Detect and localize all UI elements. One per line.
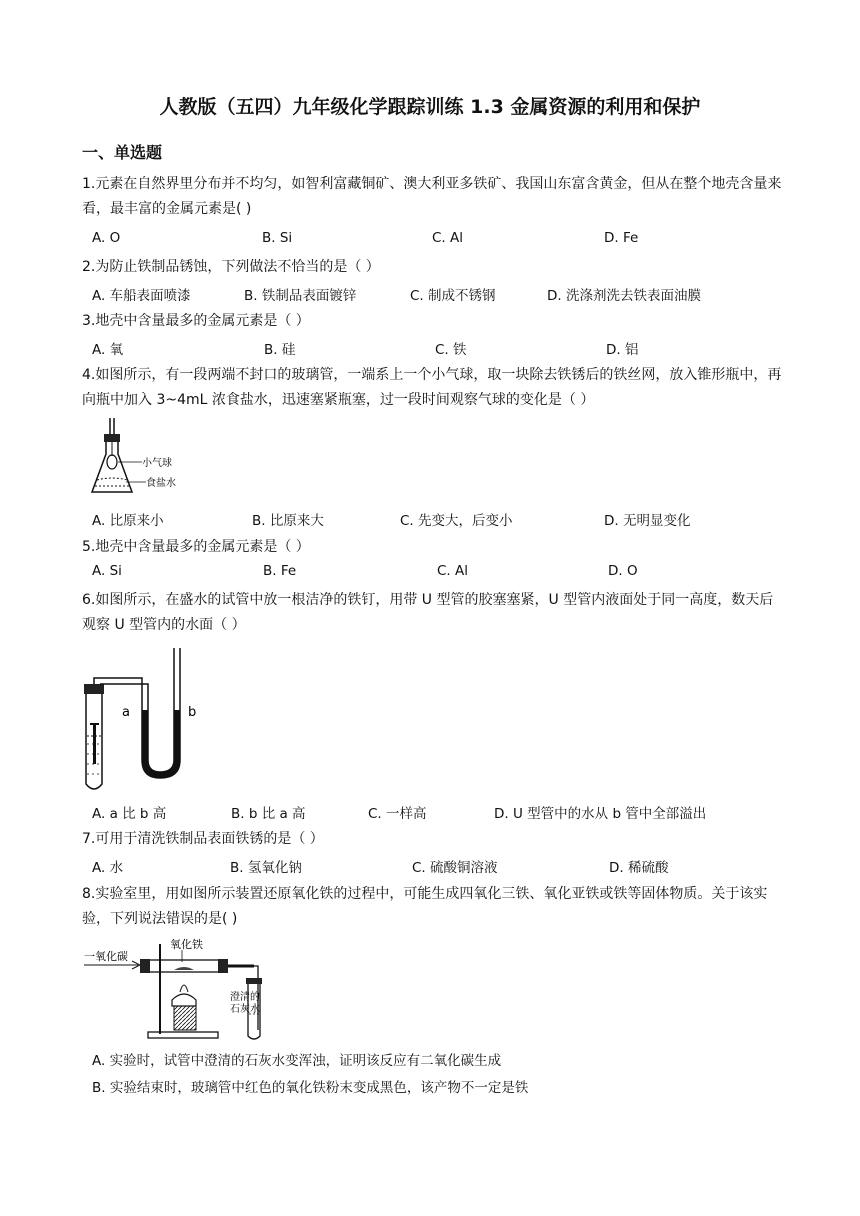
question-4: 4.如图所示，有一段两端不封口的玻璃管，一端系上一个小气球，取一块除去铁锈后的铁丝网，放入锥形瓶中，再向瓶中加入 3~4mL 浓食盐水，迅速塞紧瓶塞，过一段时间观察气球的变化是（ ）	[82, 367, 782, 408]
option-d[interactable]: D. 无明显变化	[604, 513, 691, 529]
question-4-options	[82, 509, 782, 531]
question-8: 8.实验室里，用如图所示装置还原氧化铁的过程中，可能生成四氧化三铁、氧化亚铁或铁等固体物质。关于该实验，下列说法错误的是( )	[82, 886, 768, 927]
option-b[interactable]: B. 硅	[264, 342, 296, 358]
option-a[interactable]: A. 车船表面喷漆	[92, 288, 191, 304]
option-d[interactable]: D. U 型管中的水从 b 管中全部溢出	[494, 806, 707, 822]
label-co: 一氧化碳	[84, 950, 128, 963]
question-1: 1.元素在自然界里分布并不均匀，如智利富藏铜矿、澳大利亚多铁矿、我国山东富含黄金，但从在整个地壳含量来看，最丰富的金属元素是( )	[82, 176, 782, 217]
label-a: a	[122, 705, 130, 720]
option-b[interactable]: B. Fe	[263, 563, 297, 579]
option-d[interactable]: D. 稀硫酸	[609, 860, 669, 876]
question-5: 5.地壳中含量最多的金属元素是（ ）	[82, 539, 310, 555]
option-d[interactable]: D. 洗涤剂洗去铁表面油膜	[547, 288, 701, 304]
label-balloon: 小气球	[142, 458, 172, 469]
u-tube-figure	[80, 644, 212, 796]
question-6-options	[82, 802, 782, 824]
question-7-options	[82, 856, 782, 878]
label-iron-oxide: 氧化铁	[170, 938, 203, 951]
option-d[interactable]: D. O	[608, 563, 638, 579]
question-8-option-b[interactable]: B. 实验结束时，玻璃管中红色的氧化铁粉末变成黑色，该产物不一定是铁	[92, 1080, 529, 1096]
question-5-options	[82, 563, 782, 585]
label-salt-water: 食盐水	[146, 478, 176, 489]
option-b[interactable]: B. b 比 a 高	[231, 806, 306, 822]
option-c[interactable]: C. 先变大，后变小	[400, 513, 513, 529]
option-c[interactable]: C. 硫酸铜溶液	[412, 860, 498, 876]
page-title: 人教版（五四）九年级化学跟踪训练 1.3 金属资源的利用和保护	[159, 96, 701, 118]
option-c[interactable]: C. 一样高	[368, 806, 427, 822]
question-6: 6.如图所示，在盛水的试管中放一根洁净的铁钉，用带 U 型管的胶塞塞紧，U 型管内液面处于同一高度，数天后观察 U 型管内的水面（ ）	[82, 592, 774, 633]
option-a[interactable]: A. 比原来小	[92, 513, 164, 529]
option-a[interactable]: A. a 比 b 高	[92, 806, 167, 822]
option-a[interactable]: A. 氧	[92, 342, 124, 358]
option-a[interactable]: A. 水	[92, 860, 124, 876]
option-a[interactable]: A. O	[92, 230, 121, 246]
option-c[interactable]: C. Al	[432, 230, 463, 246]
question-7: 7.可用于清洗铁制品表面铁锈的是（ ）	[82, 831, 324, 847]
question-2-options	[82, 284, 782, 306]
section-heading: 一、单选题	[82, 143, 163, 162]
question-8-option-a[interactable]: A. 实验时，试管中澄清的石灰水变浑浊，证明该反应有二氧化碳生成	[92, 1053, 502, 1069]
option-b[interactable]: B. 氢氧化钠	[230, 860, 302, 876]
question-3-options	[82, 338, 782, 360]
option-b[interactable]: B. 比原来大	[252, 513, 324, 529]
flask-balloon-figure	[88, 416, 198, 502]
option-c[interactable]: C. Al	[437, 563, 468, 579]
question-2: 2.为防止铁制品锈蚀，下列做法不恰当的是（ ）	[82, 259, 380, 275]
option-a[interactable]: A. Si	[92, 563, 122, 579]
label-limewater-2: 石灰水	[230, 1004, 260, 1015]
question-1-options	[82, 230, 782, 252]
label-limewater-1: 澄清的	[230, 992, 260, 1003]
option-c[interactable]: C. 铁	[435, 342, 467, 358]
option-d[interactable]: D. Fe	[604, 230, 639, 246]
option-d[interactable]: D. 铝	[606, 342, 639, 358]
option-b[interactable]: B. 铁制品表面镀锌	[244, 288, 357, 304]
question-3: 3.地壳中含量最多的金属元素是（ ）	[82, 313, 310, 329]
option-b[interactable]: B. Si	[262, 230, 293, 246]
option-c[interactable]: C. 制成不锈钢	[410, 288, 496, 304]
iron-oxide-reduction-figure	[82, 934, 282, 1044]
label-b: b	[188, 705, 197, 720]
